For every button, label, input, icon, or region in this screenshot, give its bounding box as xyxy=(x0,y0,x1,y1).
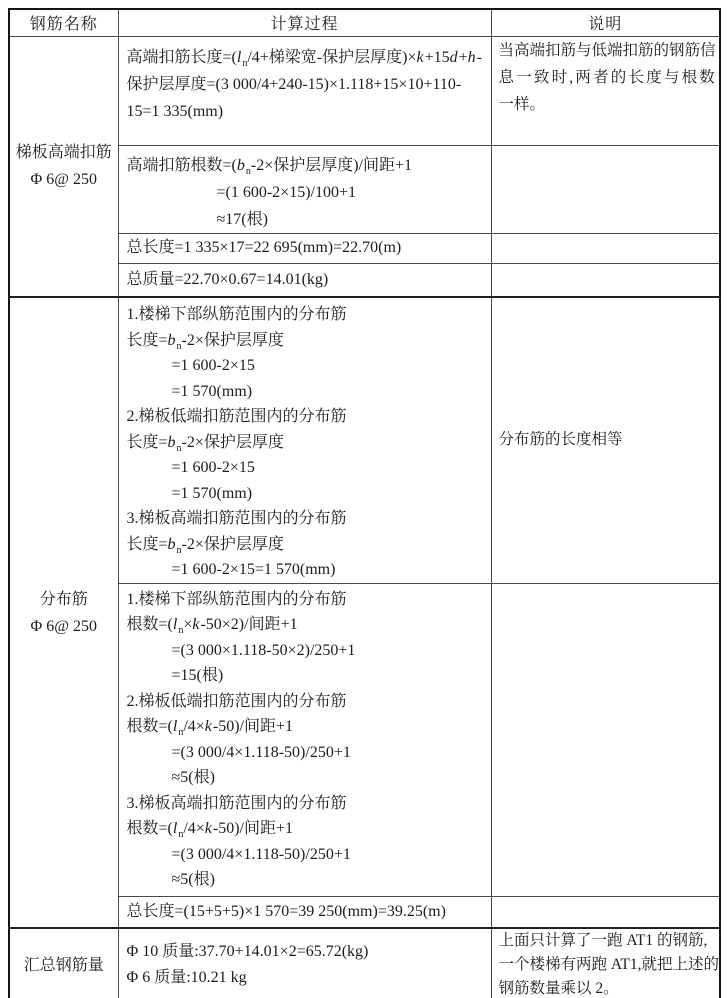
note-cell xyxy=(491,297,720,583)
calc-process-cell-lengths xyxy=(118,297,491,583)
text-line: 根数$=(l_n/4\times k-50)/$间距+1 xyxy=(126,718,294,739)
table-row xyxy=(9,928,720,998)
text-line: Φ 6@ 250 xyxy=(30,617,97,635)
text-line: 一个楼梯有两跑 AT1,就把上述的 xyxy=(498,956,719,974)
text-line: 汇总钢筋量 xyxy=(23,956,104,974)
text-line: 2.梯板低端扣筋范围内的分布筋 xyxy=(126,408,347,425)
text-line: 上面只计算了一跑 AT1 的钢筋, xyxy=(498,932,708,950)
text-line: 2.梯板低端扣筋范围内的分布筋 xyxy=(126,692,347,710)
text-line: 高端扣筋根数$=(b_n-2\times$保护层厚度)/间距+1 xyxy=(126,156,413,177)
text-line: 总长度=1 335×17=22 695(mm)=22.70(m) xyxy=(126,239,402,256)
text-line: 梯板高端扣筋 xyxy=(15,144,112,162)
text-line: 3.梯板高端扣筋范围内的分布筋 xyxy=(126,794,347,812)
table-row xyxy=(9,297,720,583)
text-line: 总质量=22.70×0.67=14.01(kg) xyxy=(126,270,329,288)
note-cell xyxy=(491,36,720,145)
text-line: 总长度=(15+5+5)×1 570=39 250(mm)=39.25(m) xyxy=(126,902,446,920)
text-line: 长度$=b_n-2\times$保护层厚度 xyxy=(126,331,284,352)
text-line: 分布筋的长度相等 xyxy=(498,431,623,449)
rebar-calculation-table xyxy=(8,8,721,998)
text-line: =1 570(mm) xyxy=(171,484,253,502)
text-line: ≈5(根) xyxy=(171,769,215,786)
rebar-name-cell-distribution xyxy=(9,297,118,928)
text-line: 1.楼梯下部纵筋范围内的分布筋 xyxy=(126,590,347,608)
text-line: 长度$=b_n-2\times$保护层厚度 xyxy=(126,535,284,556)
text-line: =1 570(mm) xyxy=(171,382,253,400)
text-line: =1 600-2×15 xyxy=(171,357,255,374)
calc-process-cell-total-mass xyxy=(118,263,491,297)
rebar-name-cell-high-end-hook xyxy=(9,36,118,297)
text-line: 15=1 335(mm) xyxy=(126,102,224,120)
text-line: Φ 10 质量:37.70+14.01×2=65.72(kg) xyxy=(126,943,369,961)
note-cell-empty xyxy=(491,263,720,297)
table-row xyxy=(9,36,720,145)
table-header-row xyxy=(9,9,720,36)
text-line: =(3 000×1.118-50×2)/250+1 xyxy=(171,641,356,659)
text-line: =(3 000/4×1.118-50)/250+1 xyxy=(171,845,351,863)
header-note: 说明 xyxy=(491,9,720,36)
text-line: ≈17(根) xyxy=(216,210,268,228)
note-cell xyxy=(491,928,720,998)
rebar-name-cell-summary xyxy=(9,928,118,998)
header-calc-process: 计算过程 xyxy=(118,9,491,36)
text-line: 当高端扣筋与低端扣筋的钢筋信 xyxy=(498,41,716,59)
calc-process-cell-total-length xyxy=(118,233,491,263)
note-cell-empty xyxy=(491,233,720,263)
header-rebar-name: 钢筋名称 xyxy=(9,9,118,36)
note-cell-empty xyxy=(491,145,720,233)
text-line: 根数$=(l_n/4\times k-50)/$间距+1 xyxy=(126,820,294,841)
text-line: =(1 600-2×15)/100+1 xyxy=(216,183,356,201)
text-line: 息一致时,两者的长度与根数 xyxy=(498,68,717,86)
text-line: 保护层厚度=(3 000/4+240-15)×1.118+15×10+110- xyxy=(126,75,462,93)
text-line: 3.梯板高端扣筋范围内的分布筋 xyxy=(126,510,347,527)
calc-process-cell-total-length xyxy=(118,896,491,928)
text-line: 一样。 xyxy=(498,95,546,113)
note-cell-empty xyxy=(491,896,720,928)
text-line: =1 600-2×15 xyxy=(171,459,255,476)
calc-process-cell-counts xyxy=(118,583,491,896)
calc-process-cell-length xyxy=(118,36,491,145)
text-line: 高端扣筋长度$=(l_n/4+$梯梁宽-保护层厚度)×k+15d+h- xyxy=(126,48,482,69)
text-line: 根数$=(l_n\times k-50\times 2)/$间距+1 xyxy=(126,616,298,637)
text-line: =15(根) xyxy=(171,667,224,684)
text-line: 钢筋数量乘以 2。 xyxy=(498,980,619,998)
text-line: =(3 000/4×1.118-50)/250+1 xyxy=(171,743,351,761)
calc-process-cell-count xyxy=(118,145,491,233)
calc-process-cell-summary xyxy=(118,928,491,998)
text-line: 长度$=b_n-2\times$保护层厚度 xyxy=(126,433,284,454)
text-line: Φ 6@ 250 xyxy=(30,171,97,189)
text-line: 分布筋 xyxy=(39,590,88,608)
text-line: 1.楼梯下部纵筋范围内的分布筋 xyxy=(126,306,347,323)
text-line: Φ 6 质量:10.21 kg xyxy=(126,969,247,987)
text-line: ≈5(根) xyxy=(171,871,215,888)
note-cell-empty xyxy=(491,583,720,896)
text-line: =1 600-2×15=1 570(mm) xyxy=(171,561,336,578)
